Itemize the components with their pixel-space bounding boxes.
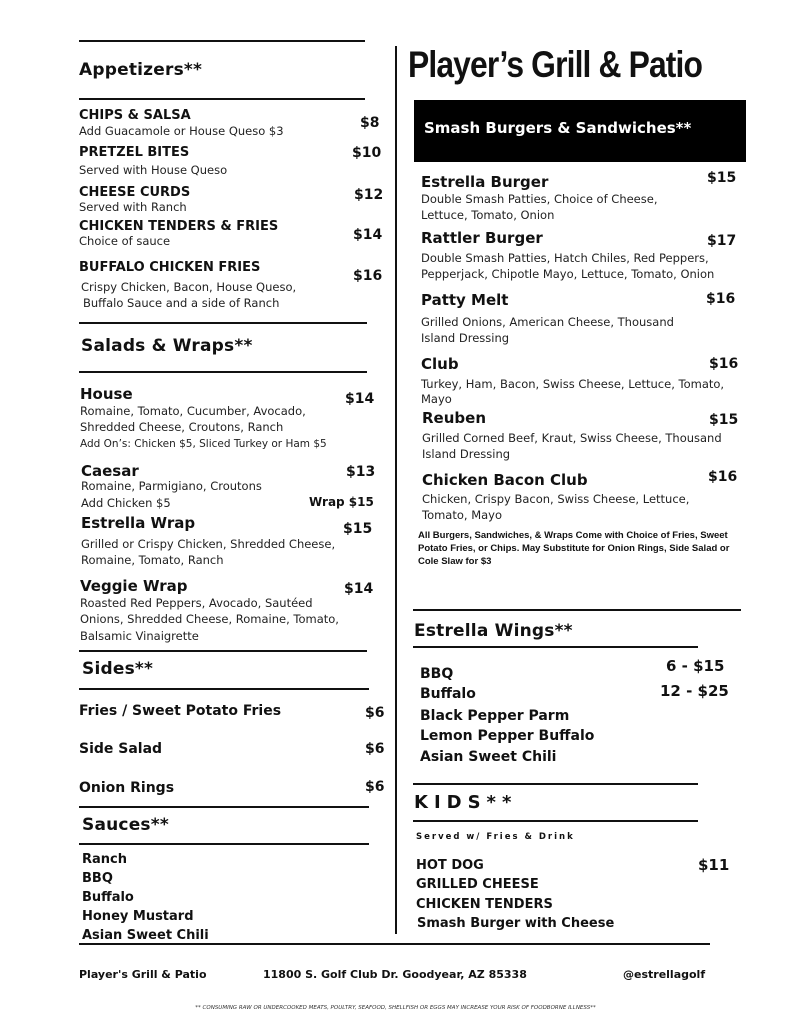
menu-item-desc: Double Smash Patties, Hatch Chiles, Red Peppers, bbox=[421, 251, 709, 265]
kids-price: $11 bbox=[698, 856, 730, 874]
menu-item-price: $16 bbox=[353, 268, 383, 284]
menu-item-price: $10 bbox=[352, 145, 382, 161]
sides-title: Sides** bbox=[82, 659, 154, 679]
wing-price: 6 - $15 bbox=[666, 657, 725, 675]
appetizers-title: Appetizers** bbox=[79, 60, 203, 80]
divider bbox=[79, 98, 365, 100]
menu-item-price: $16 bbox=[706, 291, 736, 307]
column-divider bbox=[395, 46, 397, 934]
menu-item-desc: Shredded Cheese, Croutons, Ranch bbox=[80, 420, 284, 434]
divider bbox=[413, 820, 698, 822]
sauce-item: Buffalo bbox=[82, 890, 134, 905]
menu-item-price: $15 bbox=[709, 412, 739, 428]
menu-item-price: $16 bbox=[708, 469, 738, 485]
wings-title: Estrella Wings** bbox=[414, 621, 573, 641]
menu-item-name: CHEESE CURDS bbox=[79, 185, 191, 200]
divider bbox=[79, 40, 365, 42]
menu-item-price: $15 bbox=[707, 170, 737, 186]
divider bbox=[413, 646, 698, 648]
divider bbox=[79, 650, 367, 652]
sauce-item: BBQ bbox=[82, 871, 113, 886]
divider bbox=[79, 322, 367, 324]
menu-item-desc: Mayo bbox=[421, 392, 452, 406]
wing-flavor: Buffalo bbox=[420, 686, 476, 702]
menu-item-desc: Add Chicken $5 bbox=[81, 496, 171, 510]
menu-item-desc: Balsamic Vinaigrette bbox=[80, 629, 199, 643]
burgers-title: Smash Burgers & Sandwiches** bbox=[424, 119, 692, 137]
menu-item-name: Reuben bbox=[422, 409, 486, 427]
menu-item-name: Chicken Bacon Club bbox=[422, 471, 588, 489]
kids-subtitle: Served w/ Fries & Drink bbox=[416, 832, 575, 842]
menu-item-desc: Roasted Red Peppers, Avocado, Sautéed bbox=[80, 596, 313, 610]
menu-item-price: $12 bbox=[354, 187, 384, 203]
menu-item-desc: Island Dressing bbox=[421, 331, 510, 345]
divider bbox=[413, 609, 741, 611]
menu-item-name: Estrella Wrap bbox=[81, 514, 196, 532]
menu-item-name: Caesar bbox=[81, 462, 139, 480]
menu-item-desc: Romaine, Parmigiano, Croutons bbox=[81, 479, 262, 493]
kids-item: CHICKEN TENDERS bbox=[416, 897, 553, 912]
wing-flavor: Asian Sweet Chili bbox=[420, 749, 557, 765]
menu-item-price: $8 bbox=[360, 115, 380, 131]
menu-item-price: $14 bbox=[345, 391, 375, 407]
kids-title: KIDS** bbox=[414, 792, 518, 813]
menu-item-desc: Choice of sauce bbox=[79, 234, 171, 248]
menu-item-desc: Grilled Corned Beef, Kraut, Swiss Cheese, Thousand bbox=[422, 431, 722, 445]
menu-item-desc: Tomato, Mayo bbox=[422, 508, 503, 522]
menu-item-name: BUFFALO CHICKEN FRIES bbox=[79, 260, 261, 275]
footer-divider bbox=[79, 943, 710, 945]
menu-item-price: $15 bbox=[343, 521, 373, 537]
menu-item-price: $16 bbox=[709, 356, 739, 372]
wing-price: 12 - $25 bbox=[660, 682, 729, 700]
divider bbox=[413, 783, 698, 785]
divider bbox=[79, 806, 369, 808]
wing-flavor: Black Pepper Parm bbox=[420, 708, 570, 724]
menu-item-name: Veggie Wrap bbox=[80, 577, 188, 595]
menu-item-price: $17 bbox=[707, 233, 737, 249]
menu-item-desc: Grilled or Crispy Chicken, Shredded Cheese, bbox=[81, 537, 336, 551]
menu-item-desc: Pepperjack, Chipotle Mayo, Lettuce, Tomato, Onion bbox=[421, 267, 715, 281]
menu-item-name: Patty Melt bbox=[421, 291, 509, 309]
side-item-name: Side Salad bbox=[79, 741, 163, 757]
menu-item-desc: Onions, Shredded Cheese, Romaine, Tomato, bbox=[80, 612, 339, 626]
menu-item-desc: Island Dressing bbox=[422, 447, 511, 461]
footer-address: 11800 S. Golf Club Dr. Goodyear, AZ 85338 bbox=[263, 968, 527, 981]
footer-disclaimer: ** CONSUMING RAW OR UNDERCOOKED MEATS, POULTRY, SEAFOOD, SHELLFISH OR EGGS MAY INCREASE YOUR RISK OF FOODBORNE ILLNESS** bbox=[195, 1005, 596, 1011]
sauce-item: Asian Sweet Chili bbox=[82, 928, 209, 943]
divider bbox=[79, 371, 367, 373]
menu-item-name: PRETZEL BITES bbox=[79, 145, 190, 160]
footer-handle: @estrellagolf bbox=[623, 968, 706, 981]
burgers-note: Cole Slaw for $3 bbox=[418, 556, 492, 567]
sauce-item: Honey Mustard bbox=[82, 909, 194, 924]
menu-item-desc: Chicken, Crispy Bacon, Swiss Cheese, Lettuce, bbox=[422, 492, 690, 506]
menu-item-desc: Grilled Onions, American Cheese, Thousand bbox=[421, 315, 674, 329]
sauce-item: Ranch bbox=[82, 852, 127, 867]
menu-item-price: $14 bbox=[344, 581, 374, 597]
menu-item-name: Estrella Burger bbox=[421, 173, 549, 191]
divider bbox=[79, 843, 369, 845]
menu-item-name: House bbox=[80, 385, 133, 403]
side-item-name: Fries / Sweet Potato Fries bbox=[79, 703, 282, 719]
menu-item-price: $14 bbox=[353, 227, 383, 243]
wing-flavor: Lemon Pepper Buffalo bbox=[420, 728, 595, 744]
side-item-price: $6 bbox=[365, 741, 385, 757]
menu-item-name: CHICKEN TENDERS & FRIES bbox=[79, 219, 279, 234]
divider bbox=[79, 688, 369, 690]
menu-item-price: $13 bbox=[346, 464, 376, 480]
menu-item-name: Rattler Burger bbox=[421, 229, 543, 247]
menu-item-desc: Turkey, Ham, Bacon, Swiss Cheese, Lettuce, Tomato, bbox=[421, 377, 725, 391]
menu-item-desc: Crispy Chicken, Bacon, House Queso, bbox=[81, 280, 297, 294]
menu-item-desc: Add On’s: Chicken $5, Sliced Turkey or Ham $5 bbox=[80, 438, 327, 450]
burgers-note: Potato Fries, or Chips. May Substitute for Onion Rings, Side Salad or bbox=[418, 543, 730, 554]
menu-item-desc: Lettuce, Tomato, Onion bbox=[421, 208, 555, 222]
kids-item: GRILLED CHEESE bbox=[416, 877, 539, 892]
sauces-title: Sauces** bbox=[82, 815, 169, 835]
side-item-name: Onion Rings bbox=[79, 780, 175, 796]
footer-restaurant-name: Player's Grill & Patio bbox=[79, 968, 207, 981]
side-item-price: $6 bbox=[365, 705, 385, 721]
side-item-price: $6 bbox=[365, 779, 385, 795]
burgers-note: All Burgers, Sandwiches, & Wraps Come with Choice of Fries, Sweet bbox=[418, 530, 728, 541]
menu-item-desc: Romaine, Tomato, Ranch bbox=[81, 553, 224, 567]
menu-item-desc: Romaine, Tomato, Cucumber, Avocado, bbox=[80, 404, 306, 418]
salads-title: Salads & Wraps** bbox=[81, 336, 253, 356]
menu-item-name: Club bbox=[421, 355, 459, 373]
menu-item-price: Wrap $15 bbox=[309, 495, 374, 509]
menu-item-name: CHIPS & SALSA bbox=[79, 108, 191, 123]
restaurant-title: Player’s Grill & Patio bbox=[408, 44, 703, 85]
menu-item-desc: Double Smash Patties, Choice of Cheese, bbox=[421, 192, 658, 206]
menu-item-desc: Add Guacamole or House Queso $3 bbox=[79, 124, 284, 138]
menu-item-desc: Served with House Queso bbox=[79, 163, 228, 177]
menu-item-desc: Served with Ranch bbox=[79, 200, 187, 214]
kids-item: HOT DOG bbox=[416, 858, 484, 873]
menu-item-desc: Buffalo Sauce and a side of Ranch bbox=[83, 296, 280, 310]
wing-flavor: BBQ bbox=[420, 666, 454, 682]
kids-item: Smash Burger with Cheese bbox=[417, 916, 615, 931]
